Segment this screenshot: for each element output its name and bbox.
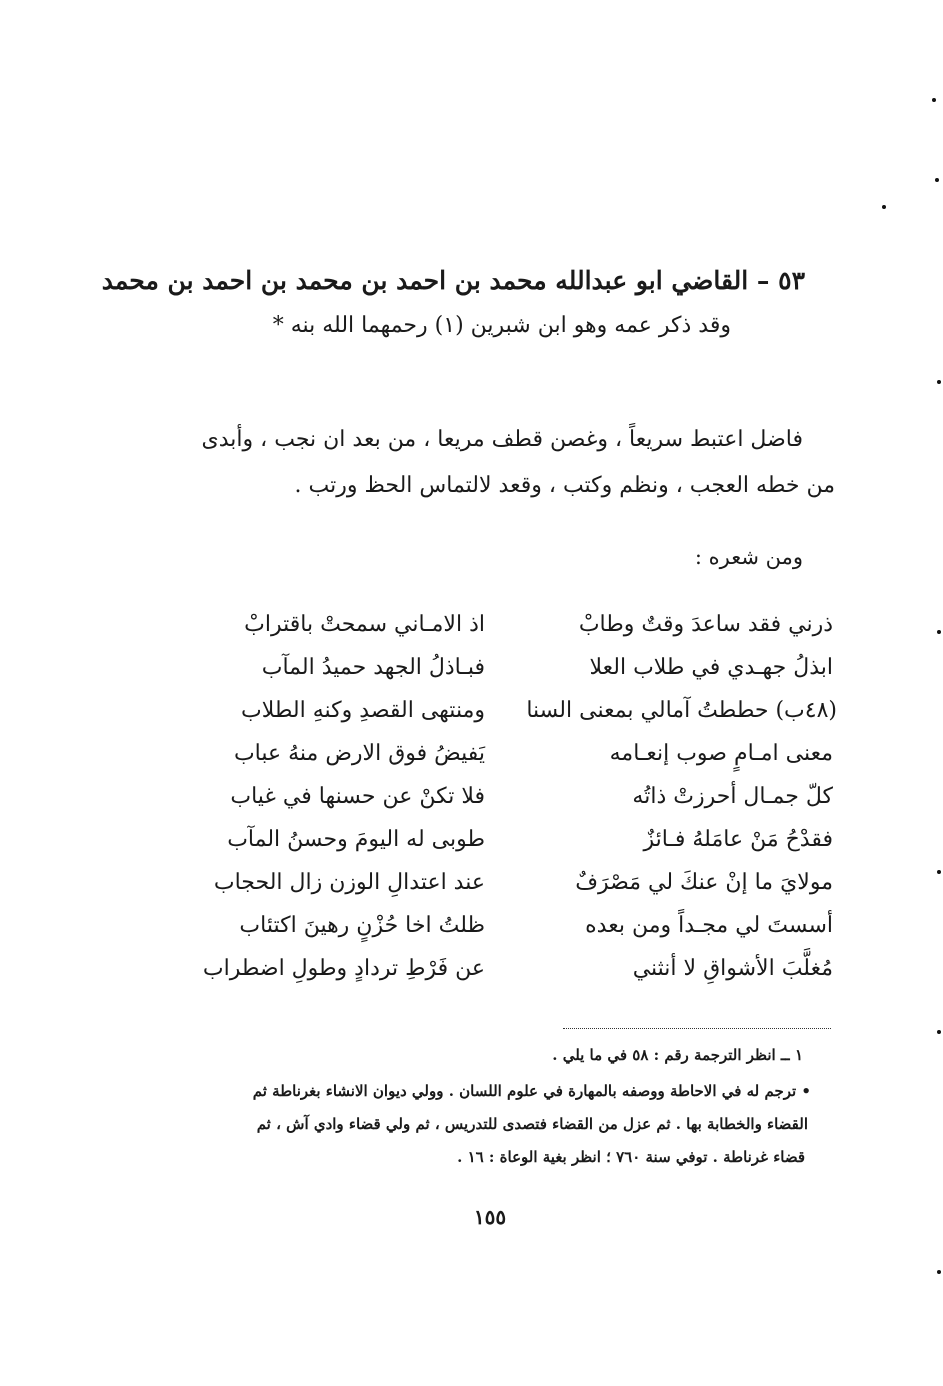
verse-row bbox=[0, 741, 943, 785]
verse-second-hemistich: طوبى له اليومَ وحسنُ المآب bbox=[227, 827, 485, 852]
footnote-star-line: قضاء غرناطة . توفي سنة ٧٦٠ ؛ انظر بغية الوعاة : ١٦ . bbox=[457, 1148, 805, 1166]
verse-first-hemistich: أسستَ لي مجـداً ومن بعده bbox=[585, 913, 833, 938]
verse-first-hemistich: ابذلُ جهـدي في طلاب العلا bbox=[589, 655, 833, 680]
footnote-star-line: • ترجم له في الاحاطة ووصفه بالمهارة في علوم اللسان . وولي ديوان الانشاء بغرناطة ثم bbox=[252, 1082, 811, 1100]
verse-row bbox=[0, 956, 943, 1000]
verse-second-hemistich: يَفيضُ فوق الارض منهُ عباب bbox=[233, 741, 485, 766]
entry-heading: ٥٣ – القاضي ابو عبدالله محمد بن احمد بن محمد بن احمد بن محمد bbox=[101, 266, 805, 295]
verse-second-hemistich: فبـاذلُ الجهد حميدُ المآب bbox=[261, 655, 485, 680]
margin-dot bbox=[932, 98, 936, 102]
footnote-1: ١ ــ انظر الترجمة رقم : ٥٨ في ما يلي . bbox=[552, 1046, 803, 1064]
verse-row bbox=[0, 870, 943, 914]
verse-first-hemistich: (٤٨ب) حططتُ آمالي بمعنى السنا bbox=[526, 698, 837, 723]
verse-row bbox=[0, 784, 943, 828]
verse-first-hemistich: ذرني فقد ساعدَ وقتٌ وطابْ bbox=[578, 612, 833, 637]
verse-row bbox=[0, 913, 943, 957]
verse-row bbox=[0, 827, 943, 871]
margin-dot bbox=[882, 205, 886, 209]
verse-second-hemistich: فلا تكنْ عن حسنها في غياب bbox=[230, 784, 485, 809]
poem-intro: ومن شعره : bbox=[694, 545, 803, 569]
paragraph-line: من خطه العجب ، ونظم وكتب ، وقعد لالتماس الحظ ورتب . bbox=[294, 473, 835, 498]
margin-dot bbox=[935, 178, 939, 182]
verse-second-hemistich: اذ الامـاني سمحتْ باقترابْ bbox=[244, 612, 485, 637]
verse-second-hemistich: عند اعتدالِ الوزن زال الحجاب bbox=[213, 870, 485, 895]
page-number: ١٥٥ bbox=[473, 1205, 507, 1229]
footnote-separator bbox=[563, 1028, 831, 1029]
verse-second-hemistich: ومنتهى القصدِ وكنهِ الطلاب bbox=[241, 698, 485, 723]
verse-first-hemistich: مُغلَّبَ الأشواقِ لا أنثني bbox=[632, 956, 833, 981]
verse-first-hemistich: معنى امـامٍ صوب إنعـامه bbox=[609, 741, 833, 766]
footnote-star-line: القضاء والخطابة بها . ثم عزل من القضاء فتصدى للتدريس ، ثم ولي قضاء وادي آش ، ثم bbox=[256, 1115, 808, 1133]
margin-dot bbox=[937, 1270, 941, 1274]
verse-first-hemistich: فقدْحُ مَنْ عامَلهُ فـائزٌ bbox=[643, 827, 833, 852]
verse-second-hemistich: عن فَرْطِ تردادٍ وطولِ اضطراب bbox=[202, 956, 485, 981]
paragraph-line: فاضل اعتبط سريعاً ، وغصن قطف مريعا ، من بعد ان نجب ، وأبدى bbox=[201, 427, 803, 452]
verse-row bbox=[0, 698, 943, 742]
entry-subtitle: وقد ذكر عمه وهو ابن شبرين (١) رحمهما الله بنه * bbox=[272, 313, 731, 338]
verse-first-hemistich: مولايَ ما إنْ عنكَ لي مَصْرَفٌ bbox=[575, 870, 833, 895]
verse-row bbox=[0, 655, 943, 699]
margin-dot bbox=[937, 380, 941, 384]
verse-second-hemistich: ظلتُ اخا حُزْنٍ رهينَ اكتئاب bbox=[239, 913, 485, 938]
verse-row bbox=[0, 612, 943, 656]
verse-first-hemistich: كلّ جمـال أحرزتْ ذاتُه bbox=[632, 784, 833, 809]
margin-dot bbox=[937, 1030, 941, 1034]
